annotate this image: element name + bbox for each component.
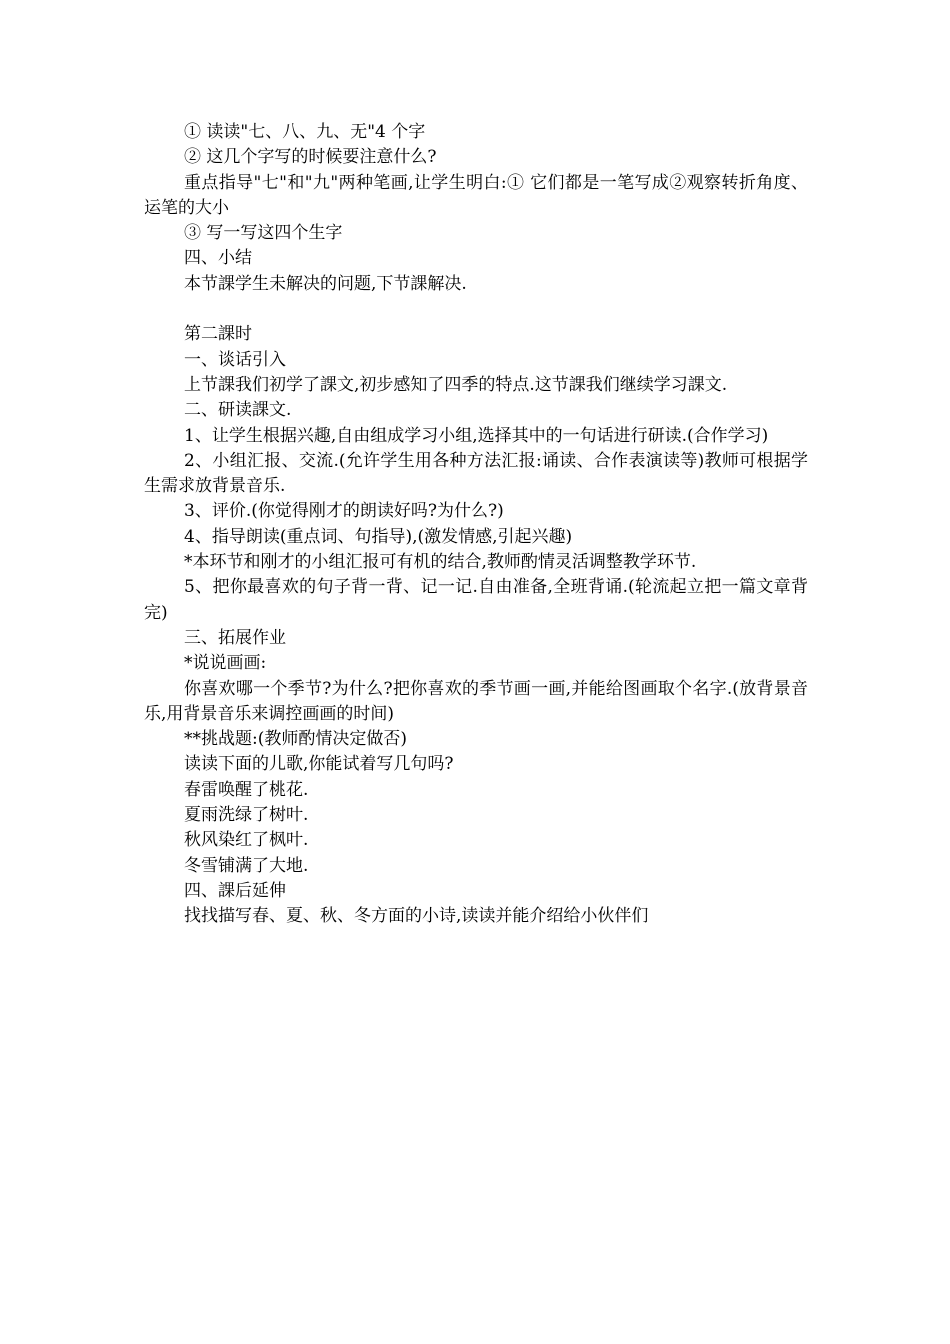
blank-line: [144, 297, 808, 322]
paragraph-after-class: 找找描写春、夏、秋、冬方面的小诗,读读并能介绍给小伙伴们: [184, 906, 649, 927]
heading-talk-and-draw: *说说画画:: [184, 653, 267, 674]
paragraph-study-step-5: 5、把你最喜欢的句子背一背、记一记.自由准备,全班背诵.(轮流起立把一篇文章背完): [144, 577, 808, 623]
paragraph-study-step-1: 1、让学生根据兴趣,自由组成学习小组,选择其中的一句话进行研读.(合作学习): [184, 425, 769, 446]
heading-study-text: 二、研读課文.: [184, 400, 292, 421]
heading-second-lesson: 第二課时: [184, 324, 252, 345]
paragraph-read-song: 读读下面的儿歌,你能试着写几句吗?: [184, 754, 454, 775]
heading-intro-talk: 一、谈话引入: [184, 349, 286, 370]
poem-line-autumn: 秋风染红了枫叶.: [184, 830, 309, 851]
poem-line-spring: 春雷唤醒了桃花.: [184, 779, 309, 800]
heading-extended-homework: 三、拓展作业: [184, 627, 286, 648]
paragraph-study-step-3: 3、评价.(你觉得刚才的朗读好吗?为什么?): [184, 501, 504, 522]
paragraph-writing-attention: ② 这几个字写的时候要注意什么?: [184, 147, 437, 168]
paragraph-write-four-characters: ③ 写一写这四个生字: [184, 223, 343, 244]
paragraph-study-step-4: 4、指导朗读(重点词、句指导),(激发情感,引起兴趣): [184, 526, 573, 547]
paragraph-read-four-characters: ① 读读"七、八、九、无"4 个字: [184, 122, 426, 142]
paragraph-stroke-guidance: 重点指导"七"和"九"两种笔画,让学生明白:① 它们都是一笔写成②观察转折角度、运笔的大小: [144, 172, 808, 218]
poem-line-winter: 冬雪铺满了大地.: [184, 855, 309, 876]
paragraph-study-step-2: 2、小组汇报、交流.(允许学生用各种方法汇报:诵读、合作表演读等)教师可根据学生需求放背景音乐.: [144, 450, 808, 497]
document-body: [144, 120, 808, 930]
paragraph-intro-talk: 上节課我们初学了課文,初步感知了四季的特点.这节課我们继续学习課文.: [184, 374, 728, 395]
heading-after-class: 四、課后延伸: [184, 880, 286, 901]
poem-line-summer: 夏雨洗绿了树叶.: [184, 805, 309, 826]
paragraph-favorite-season: 你喜欢哪一个季节?为什么?把你喜欢的季节画一画,并能给图画取个名字.(放背景音乐,用背景音乐来调控画画的时间): [144, 678, 808, 724]
heading-challenge: **挑战题:(教师酌情决定做否): [184, 729, 407, 750]
paragraph-summary-note: 本节課学生未解决的问题,下节課解决.: [184, 273, 467, 294]
heading-summary: 四、小结: [184, 248, 252, 269]
paragraph-study-note: *本环节和刚才的小组汇报可有机的结合,教师酌情灵活调整教学环节.: [184, 552, 697, 573]
